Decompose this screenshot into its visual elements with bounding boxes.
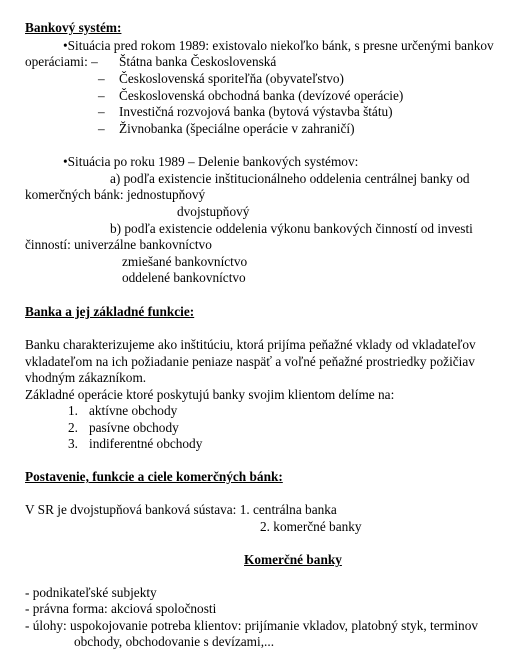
- division-a: a) podľa existencie inštitucionálneho oddelenia centrálnej banky od: [110, 171, 470, 186]
- dash-marker: –: [98, 88, 105, 103]
- paragraph-line: 2. komerčné banky: [260, 519, 362, 534]
- list-number: 2.: [68, 420, 78, 435]
- list-item: aktívne obchody: [89, 403, 178, 418]
- division-b-cont: zmiešané bankovníctvo: [122, 254, 248, 269]
- list-line: - právna forma: akciová spoločnosti: [25, 601, 217, 616]
- list-line: - úlohy: uspokojovanie potreba klientov: prijímanie vkladov, platobný styk, terminov: [25, 618, 479, 633]
- bank-item: Štátna banka Československá: [119, 54, 277, 69]
- paragraph-line: Banku charakterizujeme ako inštitúciu, ktorá prijíma peňažné vklady od vkladateľov: [25, 337, 476, 352]
- bank-item: Investičná rozvojová banka (bytová výstavba štátu): [119, 104, 393, 119]
- list-number: 3.: [68, 436, 78, 451]
- list-line: obchody, obchodovanie s devízami,...: [74, 634, 275, 649]
- heading-komercne-banky: Komerčné banky: [244, 552, 342, 567]
- bank-item: Československá sporiteľňa (obyvateľstvo): [119, 71, 344, 86]
- division-a-cont: dvojstupňový: [177, 204, 250, 219]
- bullet-after-1989: •Situácia po roku 1989 – Delenie bankových systémov:: [63, 154, 359, 169]
- division-b-cont: oddelené bankovníctvo: [122, 270, 246, 285]
- paragraph-line: Základné operácie ktoré poskytujú banky svojim klientom delíme na:: [25, 387, 395, 402]
- dash-marker: –: [98, 121, 105, 136]
- bullet-before-1989: •Situácia pred rokom 1989: existovalo niekoľko bánk, s presne určenými bankov: [63, 38, 494, 53]
- paragraph-line: V SR je dvojstupňová banková sústava: 1. centrálna banka: [25, 502, 337, 517]
- list-item: indiferentné obchody: [89, 436, 203, 451]
- bank-item: Československá obchodná banka (devízové operácie): [119, 88, 404, 103]
- division-b: b) podľa existencie oddelenia výkonu bankových činností od investi: [110, 221, 473, 236]
- paragraph-line: vhodným zákazníkom.: [25, 370, 147, 385]
- division-a-cont: komerčných bánk: jednostupňový: [25, 187, 206, 202]
- paragraph-line: vkladateľom na ich požiadanie peniaze naspäť a voľné peňažné prostriedky požičiav: [25, 354, 475, 369]
- heading-postavenie: Postavenie, funkcie a ciele komerčných bánk:: [25, 469, 283, 484]
- dash-marker: –: [98, 71, 105, 86]
- heading-bankovy-system: Bankový systém:: [25, 20, 122, 35]
- list-item: pasívne obchody: [89, 420, 179, 435]
- dash-marker: –: [98, 104, 105, 119]
- heading-banka-funkcie: Banka a jej základné funkcie:: [25, 304, 195, 319]
- division-b-cont: činností: univerzálne bankovníctvo: [25, 237, 212, 252]
- operations-label: operáciami: –: [25, 54, 98, 69]
- list-line: - podnikateľské subjekty: [25, 585, 157, 600]
- bank-item: Živnobanka (špeciálne operácie v zahraničí): [119, 121, 355, 136]
- list-number: 1.: [68, 403, 78, 418]
